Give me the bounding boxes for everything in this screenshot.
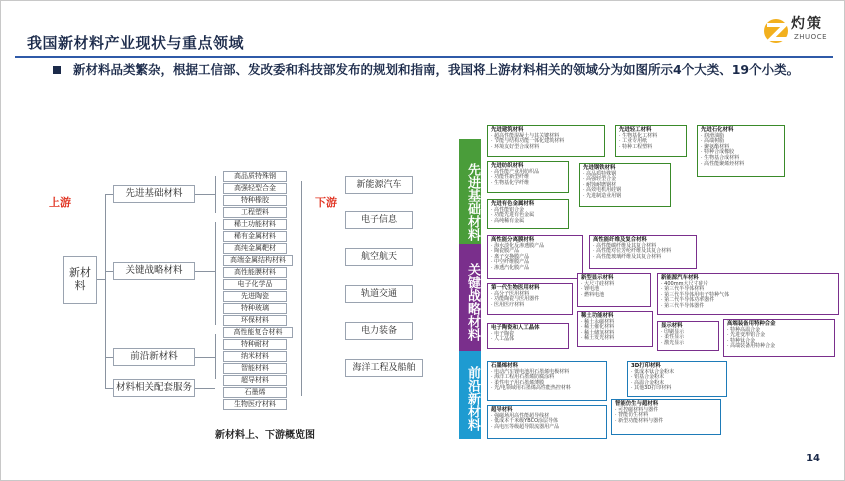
panel-box-line: · 铝基合金粉末 xyxy=(631,374,665,381)
panel-box-line: · 智能仿生材料 xyxy=(615,412,649,419)
panel-box-line: · 锂电池 xyxy=(581,286,600,293)
subitem: 高性能复合材料 xyxy=(223,327,293,338)
panel-box-line: · 离子交换膜产品 xyxy=(491,253,530,260)
panel-box-line: · 柔性显示 xyxy=(661,334,685,341)
panel-box-title: 3D打印材料 xyxy=(631,363,661,369)
panel-box-line: · 聚氨酯材料 xyxy=(701,143,730,150)
panel-box-line: · 第三代半导体器件 xyxy=(661,302,705,309)
panel-box-line: · 高性能产业用纺织品 xyxy=(491,168,540,175)
connector xyxy=(105,388,113,389)
industry-tree xyxy=(41,161,441,441)
panel-box-line: · 高温合金粉末 xyxy=(631,379,665,386)
panel-box-title: 先进石化材料 xyxy=(701,127,734,133)
panel-box-line: · 第三代半导体材料 xyxy=(661,286,705,293)
page-title: 我国新材料产业现状与重点领域 xyxy=(27,34,245,52)
connector xyxy=(195,388,215,389)
panel-box-line: · 400mm大尺寸硅片 xyxy=(661,280,709,287)
subitem: 特种橡胶 xyxy=(223,195,287,206)
panel-box-line: · 中空纤维膜产品 xyxy=(491,259,530,266)
panel-box-title: 超导材料 xyxy=(491,407,513,413)
panel-box-title: 新型显示材料 xyxy=(581,275,614,281)
panel-box-line: · 高性能碳纤维及其复合材料 xyxy=(593,242,657,249)
panel-box xyxy=(577,273,651,307)
panel-box xyxy=(487,125,605,157)
panel-box-line: · 稀土永磁材料 xyxy=(581,318,615,325)
panel-box-title: 高性能纤维及复合材料 xyxy=(593,237,647,243)
panel-box-line: · 稀土发光材料 xyxy=(581,335,615,342)
panel-box xyxy=(487,405,607,439)
panel-box xyxy=(579,163,671,207)
panel-box-title: 电子陶瓷和人工晶体 xyxy=(491,325,540,331)
category-services: 材料相关配套服务 xyxy=(113,379,195,397)
subitem: 高纯金属靶材 xyxy=(223,243,287,254)
logo-text-cn: 灼策 xyxy=(791,16,823,32)
subitem: 纳米材料 xyxy=(223,351,287,362)
panel-box xyxy=(657,321,719,351)
panel-box-line: · 稀土储氢材料 xyxy=(581,329,615,336)
panel-box xyxy=(611,399,721,435)
panel-box-line: · 第三代半导体用电子特种气体 xyxy=(661,291,730,298)
subitem: 高端金属结构材料 xyxy=(223,255,293,266)
subitem: 稀有金属材料 xyxy=(223,231,287,242)
panel-box-line: · 高性能聚烯烃材料 xyxy=(701,160,745,167)
logo-icon xyxy=(761,15,791,47)
downstream-item: 电子信息 xyxy=(345,211,413,229)
panel-box-line: · 印刷显示 xyxy=(661,328,685,335)
panel-box-line: · 特种合成橡胶 xyxy=(701,149,735,156)
panel-box-line: · 电动汽车锂电池用石墨烯电极材料 xyxy=(491,368,570,375)
panel-box-line: · 光/电领域用石墨烯高性能热控材料 xyxy=(491,385,571,392)
panel-box-line: · 医用医疗材料 xyxy=(491,301,525,308)
panel-box-line: · 低成本千米级YBCO涂层导体 xyxy=(491,418,559,425)
downstream-item: 航空航天 xyxy=(345,248,413,266)
category-frontier: 前沿新材料 xyxy=(113,348,195,366)
connector xyxy=(215,334,216,379)
panel-box-line: · 生物基化工材料 xyxy=(619,132,658,139)
panel-box-line: · 高纯稀有金属 xyxy=(491,217,525,224)
panel-box-line: · 第二代半导体功率器件 xyxy=(661,297,715,304)
tree-root: 新材料 xyxy=(63,256,97,304)
panel-box-line: · 稀土催化材料 xyxy=(581,324,615,331)
panel-box xyxy=(657,273,839,315)
subitem: 先进陶瓷 xyxy=(223,291,287,302)
sidebar-key-strategic: 关键战略材料 xyxy=(459,244,481,354)
panel-box-title: 稀土功能材料 xyxy=(581,313,614,319)
panel-box-line: · 高端树脂 xyxy=(701,138,725,145)
panel-box-title: 新能源汽车材料 xyxy=(661,275,699,281)
panel-box-line: · 渗透汽化膜产品 xyxy=(491,264,530,271)
panel-box xyxy=(487,161,569,193)
panel-box-line: · 海水淡化反渗透膜产品 xyxy=(491,242,545,249)
panel-box-line: · 特种高温合金 xyxy=(727,326,761,333)
category-panel xyxy=(459,119,839,439)
panel-box-title: 高端装备用特种合金 xyxy=(727,321,776,327)
panel-box-line: · 特种钛合金 xyxy=(727,337,756,344)
logo-text-en: ZHUOCE xyxy=(794,33,828,41)
panel-box-title: 先进建筑材料 xyxy=(491,127,524,133)
panel-box xyxy=(487,323,569,349)
sidebar-frontier: 前沿新材料 xyxy=(459,351,481,439)
panel-box-line: · 电子陶瓷 xyxy=(491,330,515,337)
panel-box-line: · 特种工程塑料 xyxy=(619,143,653,150)
panel-box-line: · 润滑油脂 xyxy=(701,132,725,139)
panel-box xyxy=(723,319,835,357)
panel-box-title: 先进钢铁材料 xyxy=(583,165,616,171)
panel-box xyxy=(487,235,583,279)
downstream-item: 海洋工程及船舶 xyxy=(345,359,423,377)
connector xyxy=(97,279,105,280)
panel-box xyxy=(487,361,607,401)
panel-box-line: · 柔性电子用石墨烯薄膜 xyxy=(491,379,545,386)
panel-box-line: · 新型功能材料与器件 xyxy=(615,417,664,424)
panel-box-line: · 激光显示 xyxy=(661,339,685,346)
subitem: 高品质特殊钢 xyxy=(223,171,287,182)
panel-box-line: · 耐蚀耐磨钢材 xyxy=(583,181,617,188)
panel-box-line: · 高性能玻璃纤维及其复合材料 xyxy=(593,253,662,260)
downstream-item: 轨道交通 xyxy=(345,285,413,303)
subitem: 特种玻璃 xyxy=(223,303,287,314)
panel-box-line: · 海洋工程用石墨烯防腐涂料 xyxy=(491,374,555,381)
panel-box-line: · 高性能铝合金 xyxy=(491,206,525,213)
connector xyxy=(301,181,302,396)
subitem: 电子化学品 xyxy=(223,279,287,290)
panel-box-title: 石墨烯材料 xyxy=(491,363,518,369)
subitem: 环保材料 xyxy=(223,315,287,326)
panel-box-line: · 高分子医用材料 xyxy=(491,290,530,297)
bullet-icon xyxy=(53,66,61,74)
downstream-item: 电力装备 xyxy=(345,322,413,340)
title-divider xyxy=(15,56,833,58)
category-advanced-basic: 先进基础材料 xyxy=(113,185,195,203)
tree-caption: 新材料上、下游概览图 xyxy=(215,430,315,441)
panel-box-line: · 高性能对位芳纶纤维及其复合材料 xyxy=(593,248,672,255)
subitem: 高性能膜材料 xyxy=(223,267,287,278)
intro-text: 新材料品类繁杂，根据工信部、发改委和科技部发布的规划和指南，我国将上游材料相关的领域分为如图所示4个大类、19个小类。 xyxy=(73,62,800,77)
panel-box-title: 高性能分离膜材料 xyxy=(491,237,535,243)
subitem: 超导材料 xyxy=(223,375,287,386)
downstream-item: 新能源汽车 xyxy=(345,176,413,194)
subitem: 工程塑料 xyxy=(223,207,287,218)
panel-box xyxy=(487,199,569,229)
panel-box-line: · 可控磁材料与器件 xyxy=(615,406,659,413)
panel-box xyxy=(615,125,687,157)
connector xyxy=(195,194,215,195)
panel-box-line: · 高品质特殊钢 xyxy=(583,170,617,177)
connector xyxy=(105,194,106,389)
panel-box-line: · 功能陶瓷与医用器件 xyxy=(491,296,540,303)
panel-box-line: · 功能性新型纤维 xyxy=(491,174,530,181)
panel-box-line: · 高端装备用特种合金 xyxy=(727,343,776,350)
panel-box-line: · 环境友好型合成材料 xyxy=(491,143,540,150)
panel-box-title: 先进纺织材料 xyxy=(491,163,524,169)
panel-box xyxy=(487,283,573,315)
panel-box-line: · 强磁场用高性能超导线材 xyxy=(491,412,550,419)
subitem: 特种耐材 xyxy=(223,339,287,350)
subitem: 生物医疗材料 xyxy=(223,399,287,410)
connector xyxy=(215,222,216,325)
downstream-tag: 下游 xyxy=(315,196,337,209)
panel-box-line: · 超高性能混凝土与其关键材料 xyxy=(491,132,560,139)
panel-box-line: · 低成本钛合金粉末 xyxy=(631,368,675,375)
brand-logo xyxy=(761,11,831,51)
panel-box-line: · 高电压等级超导限流器用产品 xyxy=(491,423,560,430)
connector xyxy=(215,176,216,213)
panel-box-line: · 工业专用纸 xyxy=(619,138,648,145)
panel-box-line: · 先进变形铝合金 xyxy=(727,332,766,339)
panel-box-title: 显示材料 xyxy=(661,323,683,329)
subitem: 稀土功能材料 xyxy=(223,219,287,230)
panel-box-line: · 高强轻型合金 xyxy=(583,176,617,183)
panel-box-line: · 节能与结构功能一体化建筑材料 xyxy=(491,138,565,145)
page-number: 14 xyxy=(806,453,820,464)
panel-box-line: · 功能先进有色金属 xyxy=(491,212,535,219)
subitem: 智能材料 xyxy=(223,363,287,374)
panel-box-title: 智能仿生与超材料 xyxy=(615,401,659,407)
panel-box-line: · 人工晶体 xyxy=(491,336,515,343)
panel-box-title: 先进轻工材料 xyxy=(619,127,652,133)
panel-box-line: · 陶瓷膜产品 xyxy=(491,248,520,255)
panel-box xyxy=(589,235,697,269)
panel-box-line: · 大尺寸硅材料 xyxy=(581,280,615,287)
panel-box-line: · 先进制造业用钢 xyxy=(583,192,622,199)
upstream-tag: 上游 xyxy=(49,196,71,209)
sidebar-advanced-basic: 先进基础材料 xyxy=(459,139,481,259)
panel-box-line: · 其他3D打印材料 xyxy=(631,385,672,392)
connector xyxy=(105,194,113,195)
panel-box-line: · 生物基合成材料 xyxy=(701,154,740,161)
panel-box xyxy=(577,311,653,347)
connector xyxy=(105,357,113,358)
panel-box-line: · 高效电机用硅钢 xyxy=(583,187,622,194)
panel-box xyxy=(697,125,785,177)
panel-box-title: 第一代生物医用材料 xyxy=(491,285,540,291)
panel-box-line: · 燃料电池 xyxy=(581,291,605,298)
panel-box-line: · 生物基化学纤维 xyxy=(491,179,530,186)
connector xyxy=(195,271,215,272)
connector xyxy=(105,271,113,272)
category-key-strategic: 关键战略材料 xyxy=(113,262,195,280)
connector xyxy=(195,357,215,358)
panel-box xyxy=(627,361,727,397)
panel-box-title: 先进有色金属材料 xyxy=(491,201,535,207)
subitem: 高强轻型合金 xyxy=(223,183,287,194)
subitem: 石墨烯 xyxy=(223,387,287,398)
